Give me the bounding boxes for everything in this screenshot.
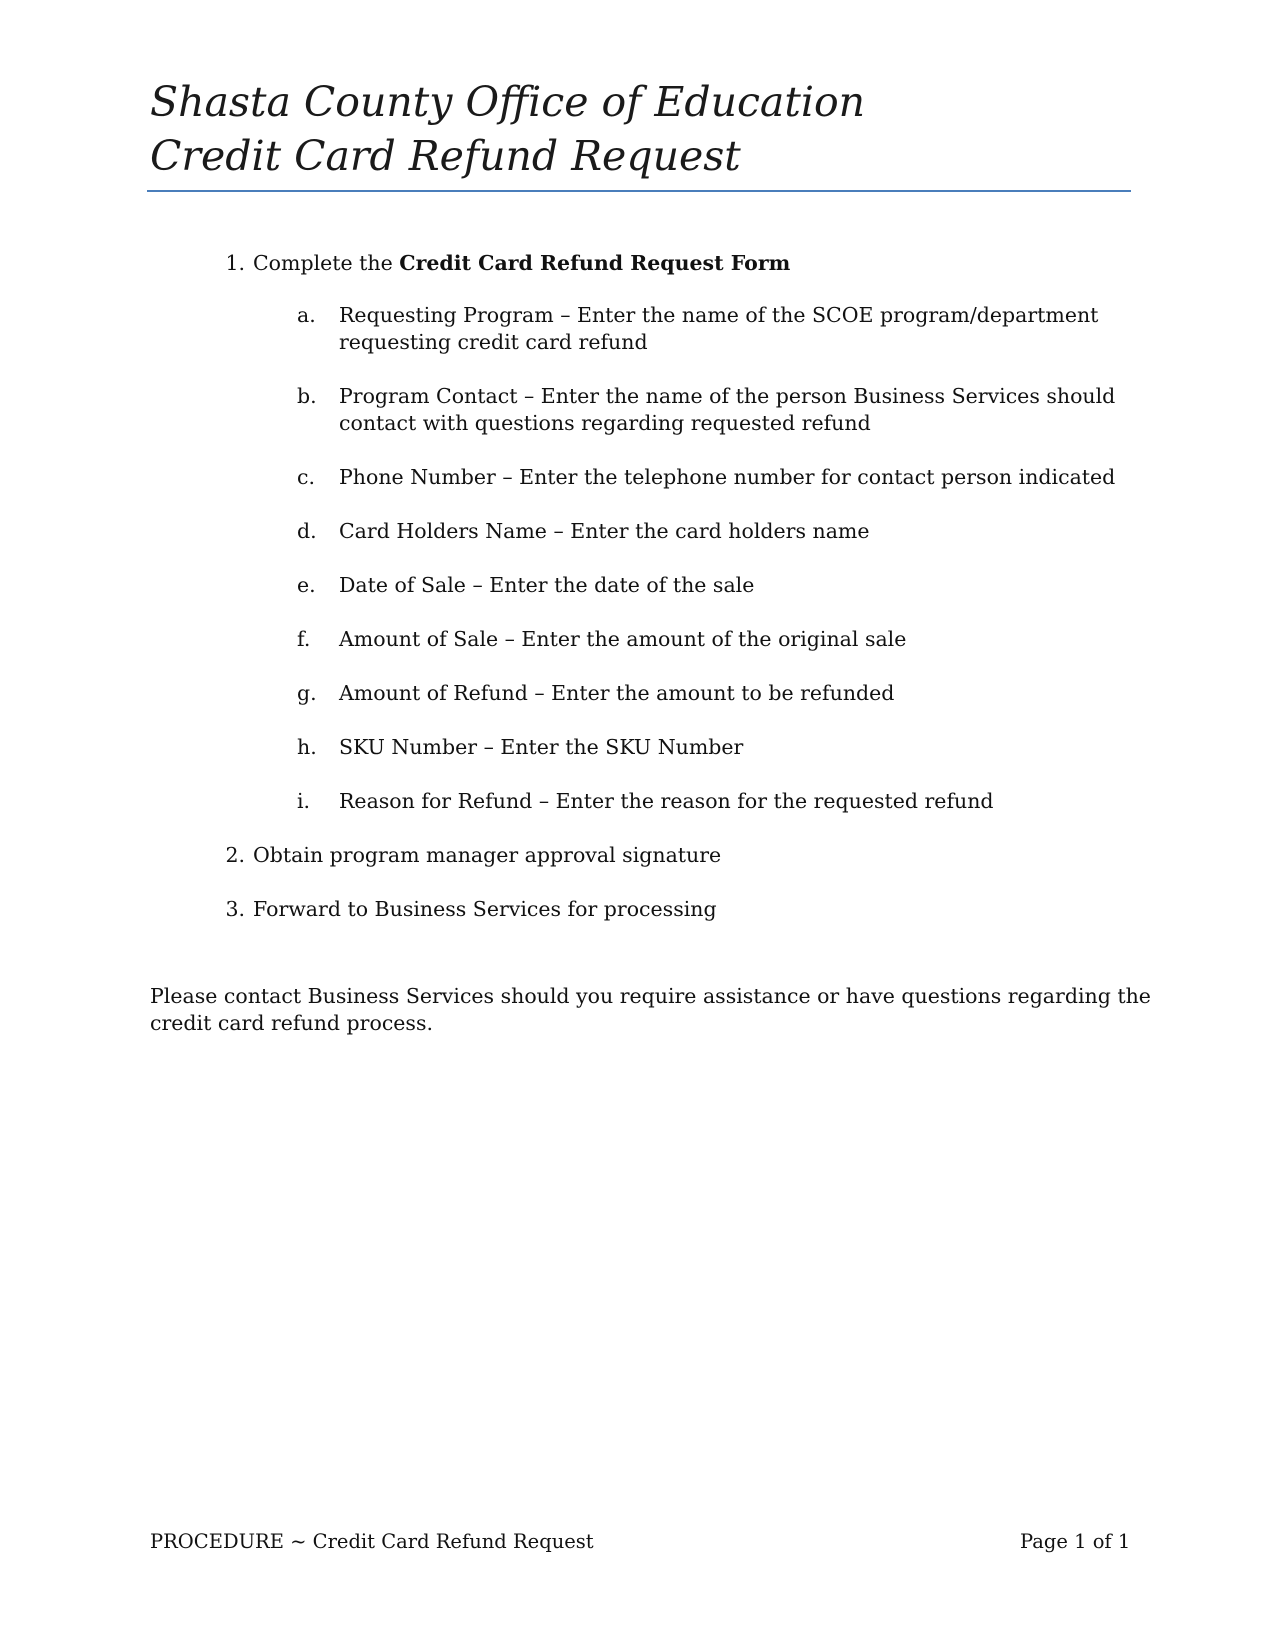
footer-procedure-label: PROCEDURE ~ Credit Card Refund Request: [150, 1530, 594, 1553]
step-number: 3.: [225, 897, 245, 921]
step-number: 1.: [225, 251, 245, 275]
step-text-prefix: Complete the: [253, 251, 400, 275]
step-text: [253, 250, 790, 277]
substep-text-line-1: Reason for Refund – Enter the reason for the requested refund: [339, 789, 994, 813]
document-title-line-1: Shasta County Office of Education: [150, 78, 866, 126]
closing-line-1: Please contact Business Services should you require assistance or have questions regarding the: [150, 984, 1151, 1008]
substep-letter: f.: [297, 627, 311, 651]
substep-text-line-1: Amount of Sale – Enter the amount of the original sale: [339, 627, 907, 651]
step-number: 2.: [225, 843, 245, 867]
closing-paragraph: [150, 983, 1151, 1037]
step-text: Forward to Business Services for processing: [253, 897, 717, 921]
form-name-bold: Credit Card Refund Request Form: [399, 251, 791, 275]
substep-text-line-1: Program Contact – Enter the name of the person Business Services should: [339, 384, 1116, 408]
substep-text-line-1: Card Holders Name – Enter the card holders name: [339, 519, 870, 543]
substep-text-line-1: Requesting Program – Enter the name of the SCOE program/department: [339, 303, 1099, 327]
substep-text-line-2: requesting credit card refund: [339, 330, 648, 354]
title-underline-rule: [147, 190, 1131, 192]
substep-text-line-1: Amount of Refund – Enter the amount to be refunded: [339, 681, 895, 705]
substep-letter: e.: [297, 573, 316, 597]
step-text: Obtain program manager approval signature: [253, 843, 722, 867]
substep-letter: i.: [297, 789, 311, 813]
substep-letter: c.: [297, 465, 315, 489]
substep-letter: h.: [297, 735, 317, 759]
substep-letter: b.: [297, 384, 317, 408]
substep-letter: g.: [297, 681, 317, 705]
substep-letter: d.: [297, 519, 317, 543]
document-title-line-2: Credit Card Refund Request: [150, 132, 741, 180]
footer-page-number: Page 1 of 1: [1020, 1530, 1131, 1553]
substep-letter: a.: [297, 303, 316, 327]
substep-text-line-1: SKU Number – Enter the SKU Number: [339, 735, 744, 759]
substep-text-line-1: Phone Number – Enter the telephone number for contact person indicated: [339, 465, 1116, 489]
substep-text-line-2: contact with questions regarding requested refund: [339, 411, 871, 435]
substep-text-line-1: Date of Sale – Enter the date of the sale: [339, 573, 755, 597]
closing-line-2: credit card refund process.: [150, 1011, 433, 1035]
